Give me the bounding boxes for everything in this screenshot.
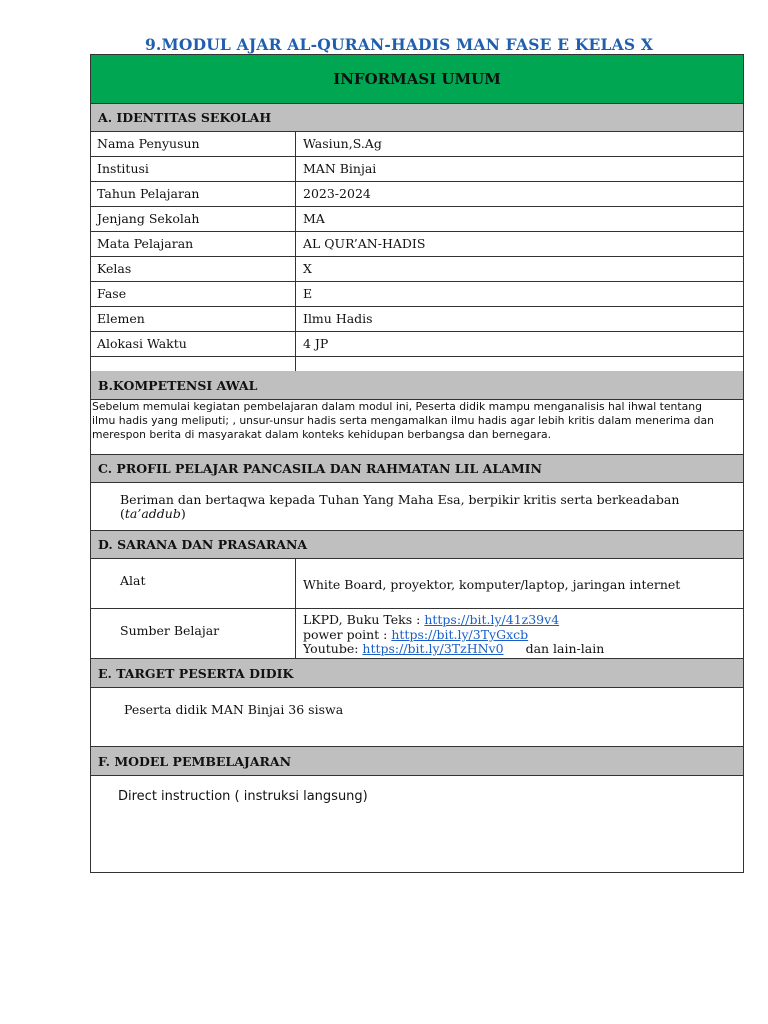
identitas-value: Ilmu Hadis: [303, 311, 373, 326]
powerpoint-prefix: power point :: [303, 627, 392, 642]
section-c-title: C. PROFIL PELAJAR PANCASILA DAN RAHMATAN LIL ALAMIN: [91, 455, 743, 482]
identitas-value: 4 JP: [303, 336, 329, 351]
row-divider: [91, 356, 743, 357]
model-pembelajaran-text: Direct instruction ( instruksi langsung): [118, 789, 368, 804]
identitas-value: X: [303, 261, 312, 276]
identitas-label: Kelas: [97, 261, 132, 276]
row-divider: [91, 306, 743, 307]
identitas-value: MAN Binjai: [303, 161, 377, 176]
document-title: 9.MODUL AJAR AL-QURAN-HADIS MAN FASE E KELAS X: [144, 35, 654, 54]
lkpd-row: [303, 612, 559, 627]
youtube-row: [303, 641, 604, 656]
identitas-label: Elemen: [97, 311, 145, 326]
alat-label: Alat: [120, 573, 146, 588]
alat-value: White Board, proyektor, komputer/laptop, jaringan internet: [303, 577, 681, 592]
row-divider: [91, 156, 743, 157]
section-b-title: B.KOMPETENSI AWAL: [91, 371, 743, 399]
profil-italic-term: ta’addub: [124, 506, 181, 521]
identitas-value: 2023-2024: [303, 186, 371, 201]
target-peserta-text: Peserta didik MAN Binjai 36 siswa: [124, 702, 344, 717]
sumber-belajar-label: Sumber Belajar: [120, 623, 220, 638]
profil-pelajar-text: [120, 493, 741, 521]
identitas-value: Wasiun,S.Ag: [303, 136, 382, 151]
identitas-value: AL QUR’AN-HADIS: [303, 236, 426, 251]
section-f-title: F. MODEL PEMBELAJARAN: [91, 747, 743, 775]
divider: [91, 558, 743, 559]
powerpoint-link[interactable]: https://bit.ly/3TyGxcb: [391, 627, 529, 642]
section-e-title: E. TARGET PESERTA DIDIK: [91, 659, 743, 687]
divider: [91, 482, 743, 483]
section-d-title: D. SARANA DAN PRASARANA: [91, 531, 743, 558]
profil-paren-open: (: [120, 506, 125, 521]
lkpd-prefix: LKPD, Buku Teks :: [303, 612, 425, 627]
column-divider: [295, 131, 296, 371]
informasi-umum-header: INFORMASI UMUM: [91, 55, 743, 103]
row-divider: [91, 181, 743, 182]
profil-line-1: Beriman dan bertaqwa kepada Tuhan Yang Maha Esa, berpikir kritis serta berkeadaban: [120, 492, 680, 507]
row-divider: [91, 331, 743, 332]
youtube-prefix: Youtube:: [303, 641, 363, 656]
divider: [91, 608, 743, 609]
divider: [91, 775, 743, 776]
identitas-label: Mata Pelajaran: [97, 236, 194, 251]
row-divider: [91, 231, 743, 232]
identitas-label: Nama Penyusun: [97, 136, 200, 151]
identitas-label: Jenjang Sekolah: [97, 211, 200, 226]
youtube-link[interactable]: https://bit.ly/3TzHNv0: [362, 641, 504, 656]
row-divider: [91, 256, 743, 257]
row-divider: [91, 206, 743, 207]
identitas-label: Fase: [97, 286, 127, 301]
kompetensi-awal-line-2: ilmu hadis yang meliputi; , unsur-unsur hadis serta mengamalkan ilmu hadis agar lebih kritis dalam menerima dan: [92, 414, 714, 427]
powerpoint-row: [303, 627, 528, 642]
divider: [91, 687, 743, 688]
identitas-value: E: [303, 286, 313, 301]
identitas-value: MA: [303, 211, 325, 226]
lkpd-link[interactable]: https://bit.ly/41z39v4: [424, 612, 560, 627]
row-divider: [91, 131, 743, 132]
profil-paren-close: ): [180, 506, 186, 521]
identitas-label: Tahun Pelajaran: [97, 186, 200, 201]
section-a-title: A. IDENTITAS SEKOLAH: [91, 104, 743, 131]
youtube-suffix: dan lain-lain: [525, 641, 605, 656]
kompetensi-awal-line-3: merespon berita di masyarakat dalam konteks kehidupan berbangsa dan bernegara.: [92, 428, 552, 441]
kompetensi-awal-line-1: Sebelum memulai kegiatan pembelajaran dalam modul ini, Peserta didik mampu menganalisis hal ihwal tentang: [92, 400, 702, 413]
row-divider: [91, 281, 743, 282]
identitas-label: Alokasi Waktu: [97, 336, 187, 351]
identitas-label: Institusi: [97, 161, 149, 176]
